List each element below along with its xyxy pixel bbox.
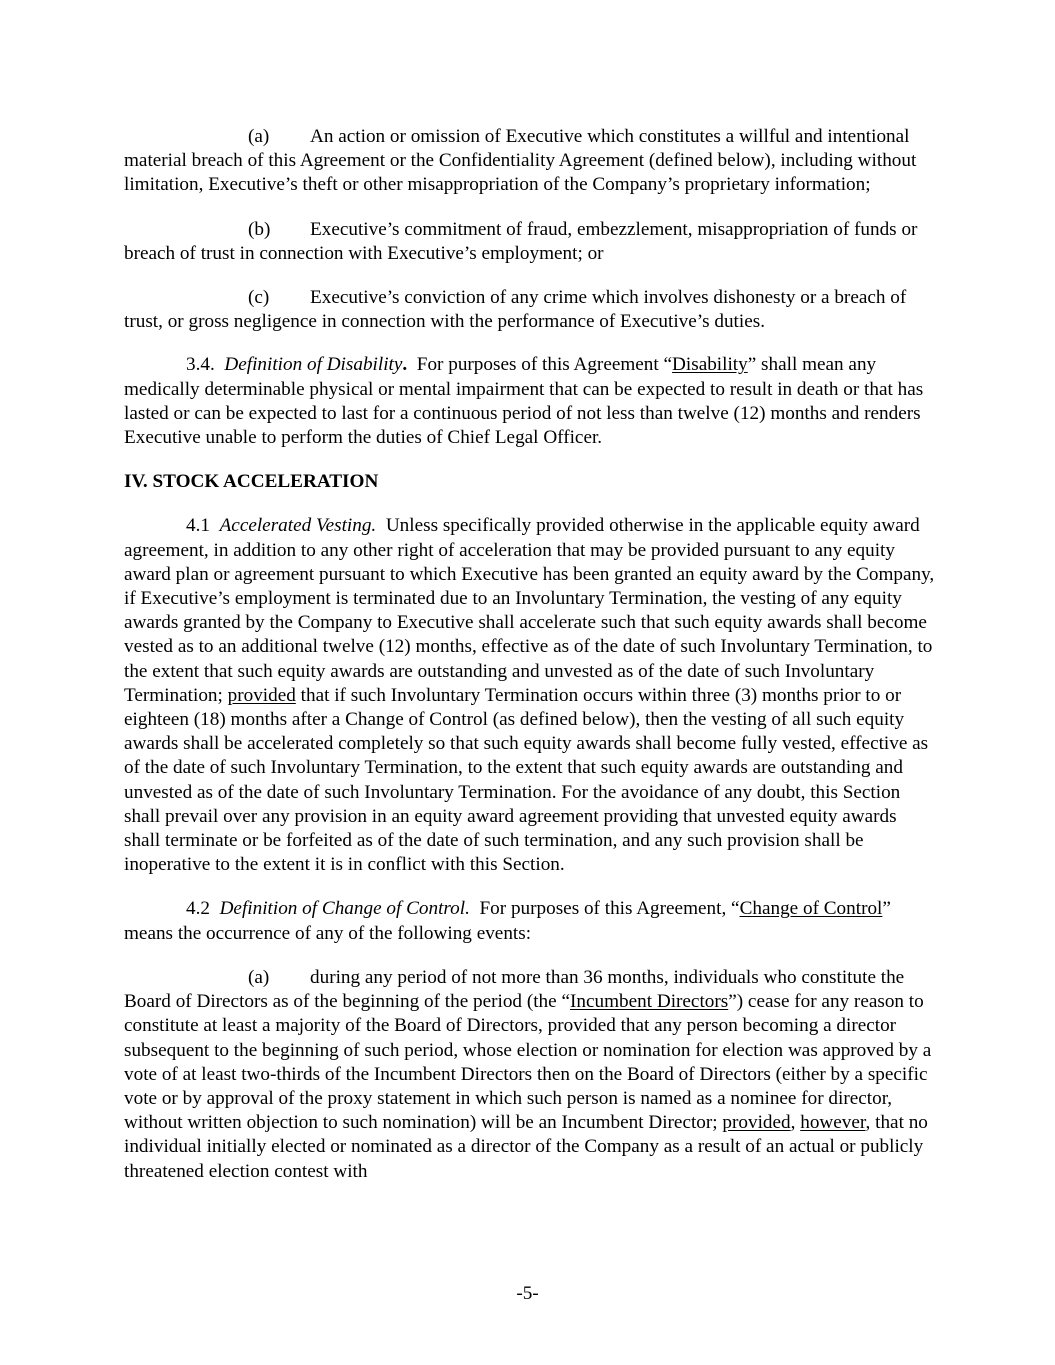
section-3-4-pre: For purposes of this Agreement “ [416, 354, 673, 376]
section-4-1-number: 4.1 [186, 515, 210, 537]
defined-term-incumbent-directors: Incumbent Directors [569, 991, 729, 1013]
provided-term-2: provided [722, 1112, 791, 1134]
clause-a-text: An action or omission of Executive which constitutes a willful and intentional material breach of this Agreement or the Confidentiality Agreement (defined below), including without limitation, Executive’s theft or other misappropriation of the Company’s proprietary information; [124, 126, 917, 196]
clause-4-2-a-text-3: , that no individual initially elected or nominated as a director of the Company as a result of an actual or publicly threatened election contest with [124, 1112, 928, 1182]
section-4-1-text-2: that if such Involuntary Termination occurs within three (3) months prior to or eighteen (18) months after a Change of Control (as defined below), then the vesting of all such equity awards shall be accelerated completely so that such equity awards shall become fully vested, effective as of the date of such Involuntary Termination, to the extent that such equity awards are outstanding and unvested as of the date of such Involuntary Termination. For the avoidance of any doubt, this Section shall prevail over any provision in an equity award agreement providing that unvested equity awards shall terminate or be forfeited as of the date of such termination, and any such provision shall be inoperative to the extent it is in conflict with this Section. [124, 684, 929, 876]
section-4-2-title: Definition of Change of Control. [219, 898, 470, 920]
clause-b-text: Executive’s commitment of fraud, embezzlement, misappropriation of funds or breach of trust in connection with Executive’s employment; or [124, 218, 918, 264]
clause-c [124, 286, 936, 334]
section-3-4-title: Definition of Disability [224, 354, 403, 376]
however-term: however [800, 1112, 866, 1134]
clause-b-label: (b) [248, 218, 271, 240]
section-4-2-text: ” means the occurrence of any of the following events: [124, 898, 891, 944]
section-4-2-pre: For purposes of this Agreement, “ [479, 898, 740, 920]
section-3-4-title-end: . [402, 354, 408, 376]
section-4-1-text-1: Unless specifically provided otherwise in the applicable equity award agreement, in addition to any other right of acceleration that may be provided pursuant to any equity award plan or agreement pursuant to which Executive has been granted an equity award by the Company, if Executive’s employment is terminated due to an Involuntary Termination, the vesting of any equity awards granted by the Company to Executive shall accelerate such that such equity awards shall become vested as to an additional twelve (12) months, effective as of the date of such Involuntary Termination, to the extent that such equity awards are outstanding and unvested as of the date of such Involuntary Termination; [124, 515, 935, 706]
section-3-4-text: ” shall mean any medically determinable physical or mental impairment that can be expected to result in death or that has lasted or can be expected to last for a continuous period of not less than twelve (12) months and renders Executive unable to perform the duties of Chief Legal Officer. [124, 354, 924, 449]
section-4-1-title: Accelerated Vesting [219, 515, 372, 537]
clause-4-2-a-text-1: during any period of not more than 36 months, individuals who constitute the Board of Directors as of the beginning of the period (the “ [124, 966, 905, 1013]
defined-term-change-of-control: Change of Control [739, 898, 883, 920]
clause-4-2-a-label: (a) [248, 966, 270, 988]
clause-c-text: Executive’s conviction of any crime which involves dishonesty or a breach of trust, or gross negligence in connection with the performance of Executive’s duties. [124, 287, 907, 333]
section-4-1 [124, 514, 936, 877]
section-3-4-number: 3.4. [186, 354, 215, 376]
clause-a-label: (a) [248, 126, 270, 147]
section-3-4 [124, 353, 936, 450]
clause-c-label: (c) [248, 287, 270, 309]
comma: , [790, 1112, 796, 1134]
heading-stock-acceleration: IV. STOCK ACCELERATION [124, 471, 379, 493]
section-4-2 [124, 897, 936, 945]
document-page [124, 125, 936, 1184]
section-4-2-number: 4.2 [186, 898, 210, 920]
clause-a [124, 125, 936, 198]
clause-b [124, 218, 936, 266]
defined-term-disability: Disability [672, 354, 748, 376]
provided-term: provided [227, 684, 296, 706]
clause-4-2-a-text-2: ”) cease for any reason to constitute at least a majority of the Board of Directors, provided that any person becoming a director subsequent to the beginning of such period, whose election or nomination for election was approved by a vote of at least two-thirds of the Incumbent Directors then on the Board of Directors (either by a specific vote or by approval of the proxy statement in which such person is named as a nominee for director, without written objection to such nomination) will be an Incumbent Director; [124, 991, 932, 1134]
section-4-1-title-end: . [371, 515, 377, 537]
page-number: -5- [516, 1283, 539, 1304]
clause-4-2-a [124, 966, 936, 1184]
